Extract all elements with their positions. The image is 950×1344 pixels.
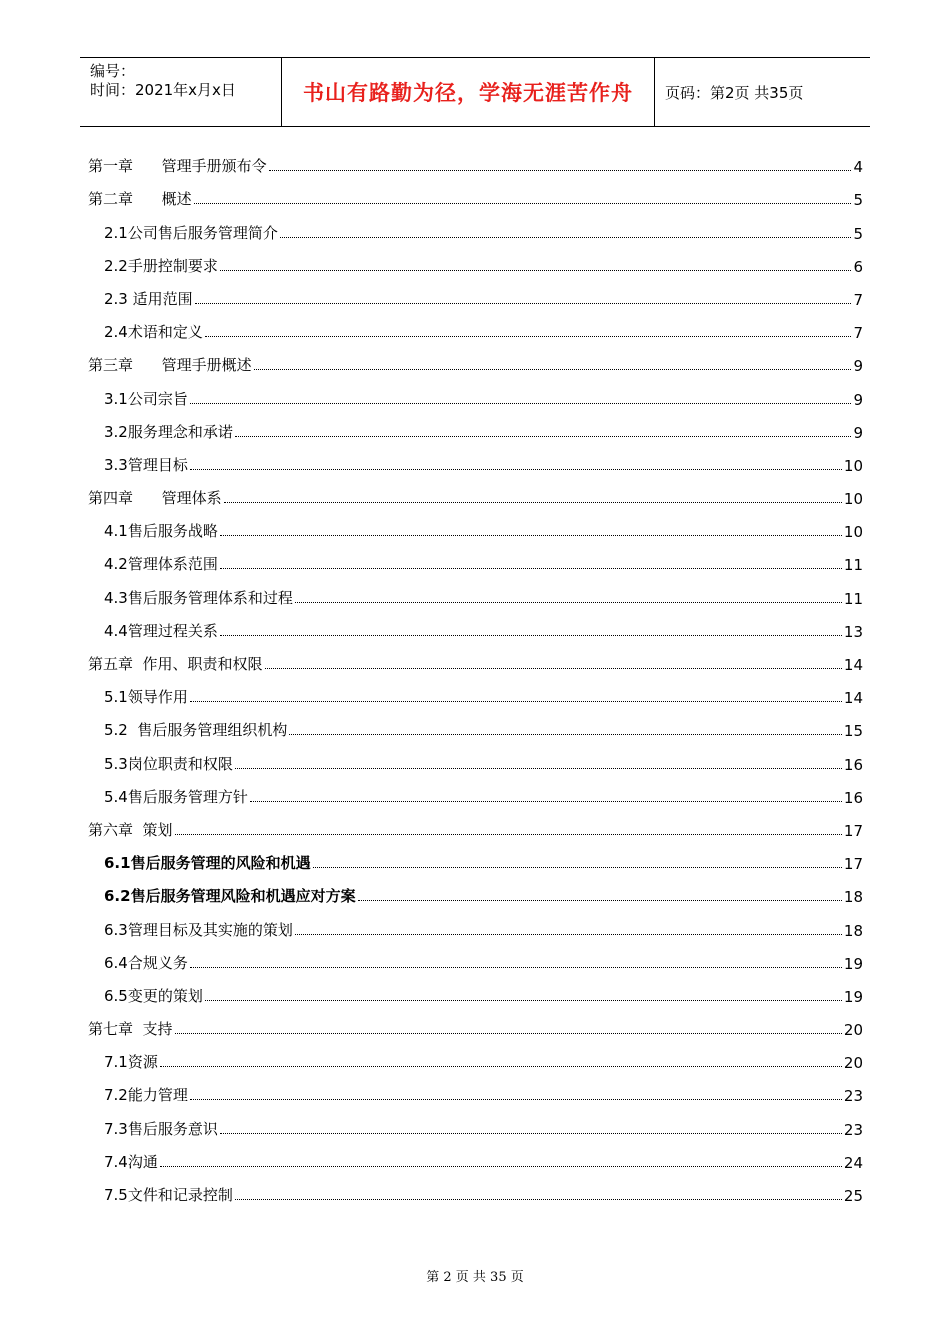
toc-dot-leader: [313, 867, 842, 868]
toc-entry-page: 19: [843, 987, 863, 1006]
toc-entry-title: 5.3岗位职责和权限: [104, 754, 233, 773]
toc-entry-page: 14: [843, 656, 863, 674]
toc-dot-leader: [280, 237, 851, 238]
header-slogan: 书山有路勤为径，学海无涯苦作舟: [282, 58, 655, 126]
toc-entry-page: 9: [853, 423, 863, 442]
toc-entry[interactable]: [88, 1072, 863, 1105]
toc-entry[interactable]: [88, 176, 863, 209]
toc-dot-leader: [235, 1199, 842, 1200]
toc-entry-title: 6.2售后服务管理风险和机遇应对方案: [104, 887, 356, 906]
toc-dot-leader: [190, 403, 851, 404]
toc-entry-page: 20: [843, 1021, 863, 1040]
toc-dot-leader: [235, 768, 842, 769]
toc-entry[interactable]: [88, 840, 863, 873]
toc-entry-title: 第六章 策划: [88, 820, 173, 839]
toc-entry-title: 2.3 适用范围: [104, 289, 193, 308]
toc-entry-title: 6.3管理目标及其实施的策划: [104, 920, 293, 939]
toc-entry-page: 6: [853, 257, 863, 276]
toc-entry-page: 15: [843, 722, 863, 741]
toc-entry-title: 7.1资源: [104, 1053, 158, 1072]
toc-entry-title: 4.3售后服务管理体系和过程: [104, 588, 293, 607]
header-page-info: 页码：第2页 共35页: [665, 83, 804, 102]
toc-entry-title: 第三章 管理手册概述: [88, 356, 252, 375]
toc-entry[interactable]: [88, 375, 863, 408]
toc-entry-page: 17: [843, 855, 863, 874]
toc-entry-page: 14: [843, 689, 863, 708]
toc-entry[interactable]: [88, 475, 863, 508]
page-footer: 第 2 页 共 35 页: [426, 1270, 524, 1285]
toc-entry-title: 7.3售后服务意识: [104, 1119, 218, 1138]
toc-dot-leader: [265, 668, 842, 669]
toc-entry-title: 3.2服务理念和承诺: [104, 422, 233, 441]
toc-dot-leader: [269, 170, 851, 171]
toc-entry[interactable]: [88, 243, 863, 276]
toc-dot-leader: [190, 967, 842, 968]
toc-dot-leader: [220, 1133, 842, 1134]
toc-entry-title: 2.4术语和定义: [104, 323, 203, 342]
toc-entry[interactable]: [88, 209, 863, 242]
toc-entry[interactable]: [88, 1139, 863, 1172]
toc-entry-page: 24: [843, 1153, 863, 1172]
toc-entry[interactable]: [88, 1172, 863, 1205]
toc-entry[interactable]: [88, 409, 863, 442]
toc-entry-title: 5.4售后服务管理方针: [104, 787, 248, 806]
toc-entry-title: 4.4管理过程关系: [104, 621, 218, 640]
toc-dot-leader: [205, 336, 851, 337]
toc-dot-leader: [175, 834, 842, 835]
toc-dot-leader: [250, 801, 842, 802]
toc-entry[interactable]: [88, 807, 863, 840]
toc-entry-page: 5: [853, 224, 863, 243]
toc-entry[interactable]: [88, 641, 863, 674]
toc-dot-leader: [224, 502, 842, 503]
document-number-label: 编号：: [90, 62, 136, 80]
toc-entry-page: 16: [843, 788, 863, 807]
toc-dot-leader: [160, 1166, 842, 1167]
toc-dot-leader: [254, 369, 851, 370]
toc-entry-title: 3.1公司宗旨: [104, 389, 188, 408]
toc-entry[interactable]: [88, 1039, 863, 1072]
toc-entry-page: 9: [853, 390, 863, 409]
toc-dot-leader: [220, 568, 842, 569]
toc-dot-leader: [190, 701, 842, 702]
toc-entry[interactable]: [88, 674, 863, 707]
toc-entry[interactable]: [88, 442, 863, 475]
toc-entry-page: 9: [853, 357, 863, 376]
toc-dot-leader: [160, 1066, 842, 1067]
toc-dot-leader: [220, 535, 842, 536]
toc-entry-title: 7.2能力管理: [104, 1086, 188, 1105]
toc-dot-leader: [289, 734, 842, 735]
toc-entry-page: 11: [843, 556, 863, 575]
header-left-cell: [80, 58, 282, 126]
toc-entry-page: 7: [853, 290, 863, 309]
toc-entry-page: 23: [843, 1120, 863, 1139]
page-header: [80, 57, 870, 127]
toc-entry-title: 第二章 概述: [88, 190, 192, 209]
toc-entry-title: 7.4沟通: [104, 1152, 158, 1171]
toc-entry[interactable]: [88, 940, 863, 973]
document-date: 时间：2021年x月x日: [90, 81, 236, 99]
toc-dot-leader: [194, 203, 851, 204]
toc-dot-leader: [220, 635, 842, 636]
toc-entry[interactable]: [88, 608, 863, 641]
toc-dot-leader: [195, 303, 851, 304]
toc-entry-title: 第四章 管理体系: [88, 489, 222, 508]
toc-entry-title: 第七章 支持: [88, 1020, 173, 1039]
toc-entry[interactable]: [88, 1006, 863, 1039]
toc-entry-page: 23: [843, 1087, 863, 1106]
toc-entry-title: 3.3管理目标: [104, 455, 188, 474]
toc-dot-leader: [220, 270, 851, 271]
toc-entry[interactable]: [88, 541, 863, 574]
toc-dot-leader: [190, 1099, 842, 1100]
toc-entry-title: 5.1领导作用: [104, 688, 188, 707]
toc-dot-leader: [295, 934, 842, 935]
toc-entry[interactable]: [88, 906, 863, 939]
toc-entry-page: 4: [853, 158, 863, 177]
toc-entry[interactable]: [88, 774, 863, 807]
toc-entry-page: 19: [843, 954, 863, 973]
toc-entry-page: 5: [853, 191, 863, 210]
toc-entry-page: 13: [843, 622, 863, 641]
toc-entry[interactable]: [88, 1105, 863, 1138]
toc-entry-title: 第一章 管理手册颁布令: [88, 157, 267, 176]
toc-entry-page: 16: [843, 755, 863, 774]
toc-entry-page: 25: [843, 1187, 863, 1205]
toc-entry-title: 6.5变更的策划: [104, 986, 203, 1005]
toc-dot-leader: [205, 1000, 842, 1001]
toc-entry-title: 2.1公司售后服务管理简介: [104, 223, 278, 242]
toc-entry-page: 10: [843, 490, 863, 509]
toc-entry-title: 5.2 售后服务管理组织机构: [104, 721, 288, 740]
toc-entry-title: 2.2手册控制要求: [104, 256, 218, 275]
toc-entry[interactable]: [88, 740, 863, 773]
toc-entry-title: 4.1售后服务战略: [104, 522, 218, 541]
toc-entry-page: 10: [843, 456, 863, 475]
toc-dot-leader: [190, 469, 842, 470]
toc-entry-page: 17: [843, 821, 863, 840]
toc-entry-title: 6.4合规义务: [104, 953, 188, 972]
toc-dot-leader: [358, 900, 842, 901]
toc-dot-leader: [175, 1033, 842, 1034]
toc-entry[interactable]: [88, 508, 863, 541]
toc-entry-page: 18: [843, 888, 863, 907]
toc-entry[interactable]: [88, 707, 863, 740]
toc-entry-page: 10: [843, 523, 863, 542]
toc-entry[interactable]: [88, 143, 863, 176]
toc-entry-page: 18: [843, 921, 863, 940]
toc-entry-title: 7.5文件和记录控制: [104, 1186, 233, 1204]
toc-entry-title: 6.1售后服务管理的风险和机遇: [104, 854, 311, 873]
toc-entry[interactable]: [88, 973, 863, 1006]
toc-entry[interactable]: [88, 342, 863, 375]
toc-dot-leader: [235, 436, 851, 437]
toc-entry[interactable]: [88, 309, 863, 342]
toc-entry-page: 7: [853, 324, 863, 343]
toc-entry[interactable]: [88, 276, 863, 309]
toc-entry-title: 第五章 作用、职责和权限: [88, 655, 263, 673]
toc-entry[interactable]: [88, 574, 863, 607]
toc-entry-title: 4.2管理体系范围: [104, 555, 218, 574]
toc-entry-page: 20: [843, 1054, 863, 1073]
toc-entry[interactable]: [88, 873, 863, 906]
toc-dot-leader: [295, 602, 842, 603]
table-of-contents: [88, 143, 863, 1205]
toc-entry-page: 11: [843, 589, 863, 608]
